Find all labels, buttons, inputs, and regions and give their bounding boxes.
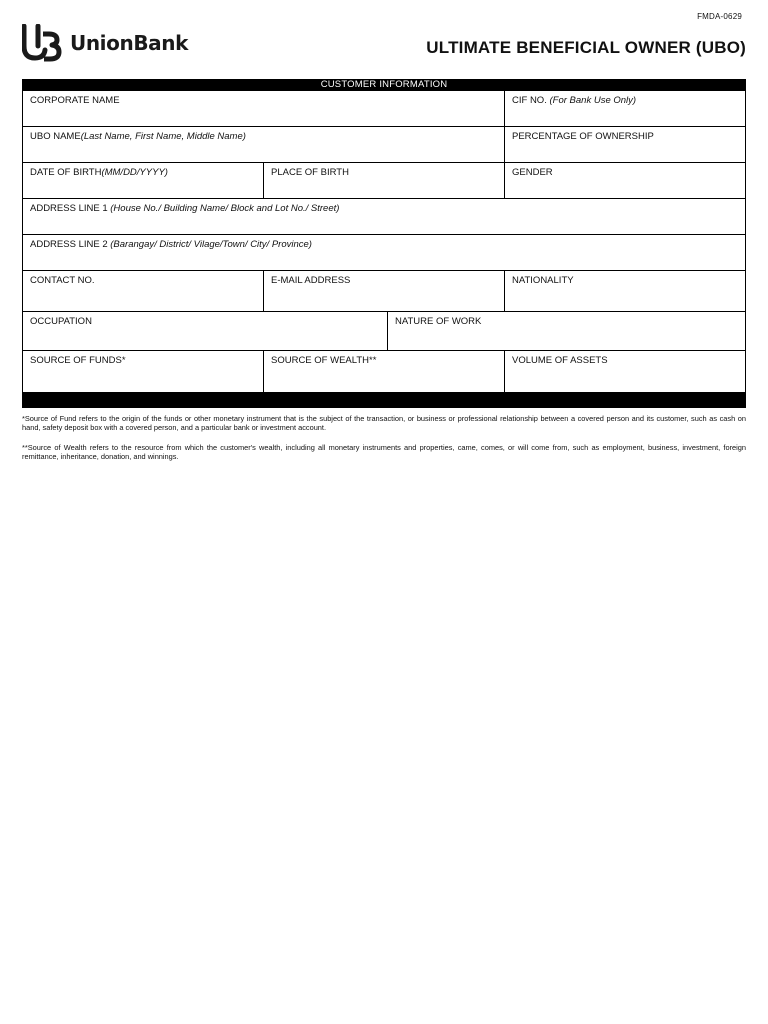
ubo-name-label: UBO NAME [30,131,81,142]
gender-field[interactable] [505,163,745,198]
section-footer-bar [22,392,746,408]
occupation-label: OCCUPATION [30,316,92,327]
document-title: ULTIMATE BENEFICIAL OWNER (UBO) [426,38,746,57]
source-of-funds-label: SOURCE OF FUNDS* [30,355,126,366]
nature-of-work-field[interactable] [388,312,745,350]
ubo-name-field[interactable] [23,127,505,162]
source-of-funds-field[interactable] [23,351,264,392]
form-row [23,199,745,235]
email-address-label: E-MAIL ADDRESS [271,275,351,286]
cif-no-label: CIF NO. [512,95,547,106]
occupation-field[interactable] [23,312,388,350]
form-row [23,235,745,271]
nationality-label: NATIONALITY [512,275,574,286]
address-line-1-hint: (House No./ Building Name/ Block and Lot No./ Street) [110,203,340,214]
unionbank-logo [22,24,188,62]
ubo-form [22,79,746,408]
form-code: FMDA-0629 [697,12,742,21]
nature-of-work-label: NATURE OF WORK [395,316,482,327]
form-row [23,91,745,127]
cif-no-field[interactable] [505,91,745,126]
section-header-customer-information: CUSTOMER INFORMATION [22,79,746,91]
form-row [23,163,745,199]
date-of-birth-field[interactable] [23,163,264,198]
address-line-1-label: ADDRESS LINE 1 [30,203,108,214]
date-of-birth-label: DATE OF BIRTH [30,167,102,178]
volume-of-assets-field[interactable] [505,351,745,392]
form-row [23,351,745,392]
contact-no-field[interactable] [23,271,264,311]
percentage-ownership-label: PERCENTAGE OF OWNERSHIP [512,131,654,142]
email-address-field[interactable] [264,271,505,311]
source-of-wealth-note: **Source of Wealth refers to the resource from which the customer's wealth, including all monetary instruments and properties, came, comes, or will come from, such as employment, business, investment, foreign remittance, inheritance, donation, and winnings. [22,442,746,461]
ubo-name-hint: (Last Name, First Name, Middle Name) [80,131,246,142]
corporate-name-field[interactable] [23,91,505,126]
footnotes [22,414,746,471]
form-row [23,271,745,312]
address-line-1-field[interactable] [23,199,745,234]
customer-information-grid [22,91,746,392]
address-line-2-hint: (Barangay/ District/ Vilage/Town/ City/ Province) [110,239,312,250]
cif-no-hint: (For Bank Use Only) [549,95,637,106]
contact-no-label: CONTACT NO. [30,275,95,286]
source-of-fund-note: *Source of Fund refers to the origin of the funds or other monetary instrument that is the subject of the transaction, or business or professional relationship between a covered person and its customer, such as cash on hand, safety deposit box with a covered person, and a particular bank or investment account. [22,414,746,433]
form-row [23,312,745,351]
source-of-wealth-label: SOURCE OF WEALTH** [271,355,377,366]
form-row [23,127,745,163]
address-line-2-label: ADDRESS LINE 2 [30,239,108,250]
percentage-ownership-field[interactable] [505,127,745,162]
corporate-name-label: CORPORATE NAME [30,95,120,106]
nationality-field[interactable] [505,271,745,311]
volume-of-assets-label: VOLUME OF ASSETS [512,355,608,366]
place-of-birth-field[interactable] [264,163,505,198]
gender-label: GENDER [512,167,553,178]
source-of-wealth-field[interactable] [264,351,505,392]
place-of-birth-label: PLACE OF BIRTH [271,167,349,178]
address-line-2-field[interactable] [23,235,745,270]
logo-text: UnionBank [70,31,188,55]
ub-logo-icon [22,24,62,62]
date-of-birth-hint: (MM/DD/YYYY) [101,167,168,178]
